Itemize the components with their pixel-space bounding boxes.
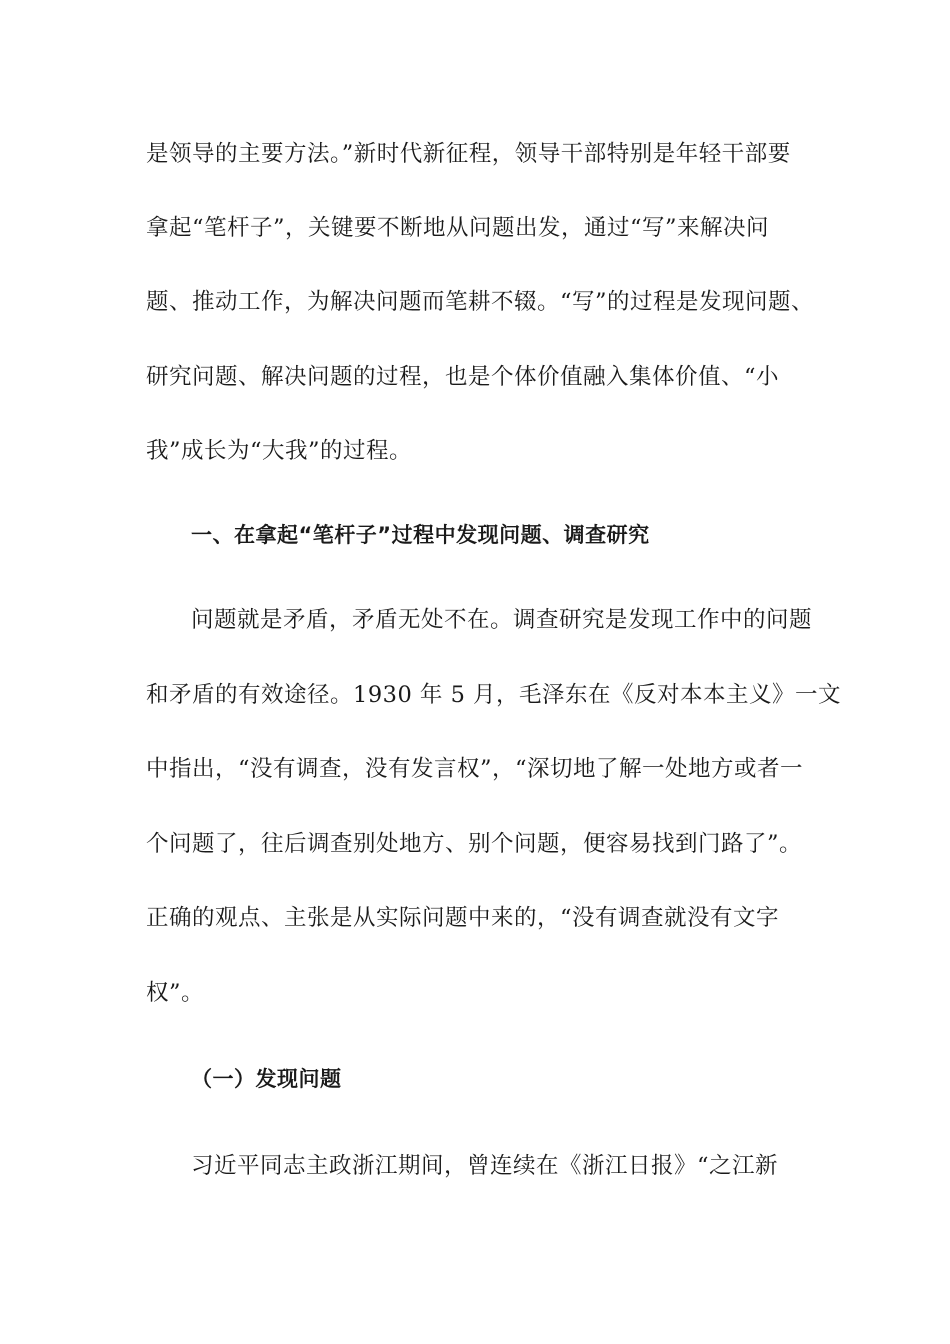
paragraph-line: 是领导的主要方法。”新时代新征程，领导干部特别是年轻干部要	[146, 141, 791, 167]
paragraph-line: 正确的观点、主张是从实际问题中来的，“没有调查就没有文字	[146, 905, 780, 931]
paragraph-line: 我”成长为“大我”的过程。	[146, 438, 413, 464]
paragraph-line: 中指出，“没有调查，没有发言权”，“深切地了解一处地方或者一	[146, 756, 804, 782]
paragraph-line: 题、推动工作，为解决问题而笔耕不辍。“写”的过程是发现问题、	[146, 289, 815, 315]
paragraph-line: 权”。	[146, 980, 205, 1006]
paragraph-line: 习近平同志主政浙江期间，曾连续在《浙江日报》“之江新	[191, 1153, 779, 1179]
paragraph-line: 问题就是矛盾，矛盾无处不在。调查研究是发现工作中的问题	[191, 607, 813, 633]
subsection-heading: （一）发现问题	[191, 1067, 342, 1091]
paragraph-line: 拿起“笔杆子”，关键要不断地从问题出发，通过“写”来解决问	[146, 215, 770, 241]
section-heading: 一、在拿起“笔杆子”过程中发现问题、调查研究	[191, 523, 650, 547]
paragraph-line: 个问题了，往后调查别处地方、别个问题，便容易找到门路了”。	[146, 831, 803, 857]
paragraph-line: 和矛盾的有效途径。1930 年 5 月，毛泽东在《反对本本主义》一文	[146, 682, 842, 708]
paragraph-line: 研究问题、解决问题的过程，也是个体价值融入集体价值、“小	[146, 364, 780, 390]
